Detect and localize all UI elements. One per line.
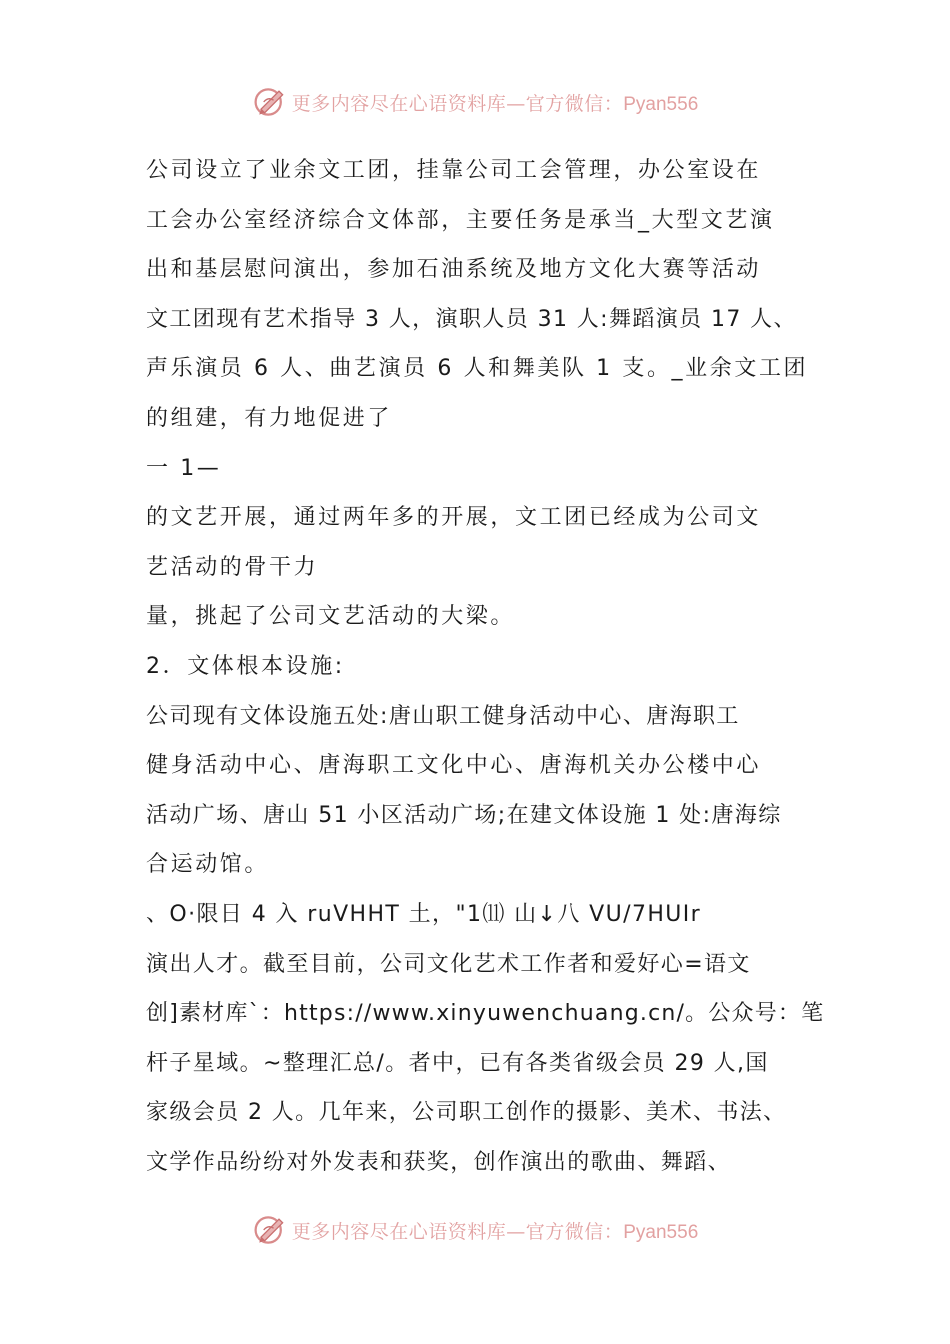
- page-number: 一 1—: [146, 455, 222, 481]
- text-line: 公司现有文体设施五处:唐山职工健身活动中心、唐海职工: [146, 703, 740, 729]
- document-body: [146, 146, 826, 1187]
- pen-logo-icon: [252, 1212, 288, 1248]
- watermark-text: 更多内容尽在心语资料库—官方微信：Pyan556: [291, 92, 699, 115]
- watermark-handle: Pyan556: [623, 1221, 699, 1243]
- text-line: 的组建，有力地促进了: [146, 405, 393, 431]
- text-line: 的文艺开展，通过两年多的开展，文工团已经成为公司文: [146, 505, 762, 531]
- text-line: 杆子星域。~整理汇总/。者中，已有各类省级会员 29 人,国: [146, 1050, 769, 1076]
- watermark-handle: Pyan556: [623, 93, 699, 115]
- text-line: 艺活动的骨干力: [146, 554, 319, 580]
- text-line: 声乐演员 6 人、曲艺演员 6 人和舞美队 1 支。_业余文工团: [146, 356, 809, 382]
- text-line: 家级会员 2 人。几年来，公司职工创作的摄影、美术、书法、: [146, 1100, 787, 1126]
- text-line: 文工团现有艺术指导 3 人，演职人员 31 人:舞蹈演员 17 人、: [146, 306, 797, 332]
- text-line: 合运动馆。: [146, 852, 270, 878]
- text-line: 文学作品纷纷对外发表和获奖，创作演出的歌曲、舞蹈、: [146, 1149, 732, 1175]
- header-watermark: [0, 82, 950, 122]
- text-line: 演出人才。截至目前，公司文化艺术工作者和爱好心=语文: [146, 951, 751, 977]
- text-line: 量，挑起了公司文艺活动的大梁。: [146, 604, 516, 630]
- text-line: 健身活动中心、唐海职工文化中心、唐海机关办公楼中心: [146, 753, 762, 779]
- footer-watermark: [0, 1210, 950, 1250]
- text-line: 创]素材库`：https://www.xinyuwenchuang.cn/。公众号：笔: [146, 1001, 825, 1027]
- watermark-text: 更多内容尽在心语资料库—官方微信：Pyan556: [291, 1220, 699, 1243]
- text-line: 、O·限日 4 入 ruVHHT 土，"1⑾ 山↓八 VU/7HUIr: [146, 901, 702, 927]
- text-line: 出和基层慰问演出，参加石油系统及地方文化大赛等活动: [146, 257, 762, 283]
- section-heading: 2．文体根本设施:: [146, 653, 345, 679]
- pen-logo-icon: [252, 84, 288, 120]
- text-line: 公司设立了业余文工团，挂靠公司工会管理，办公室设在: [146, 158, 762, 183]
- text-line: 活动广场、唐山 51 小区活动广场;在建文体设施 1 处:唐海综: [146, 802, 782, 828]
- text-line: 工会办公室经济综合文体部，主要任务是承当_大型文艺演: [146, 207, 775, 233]
